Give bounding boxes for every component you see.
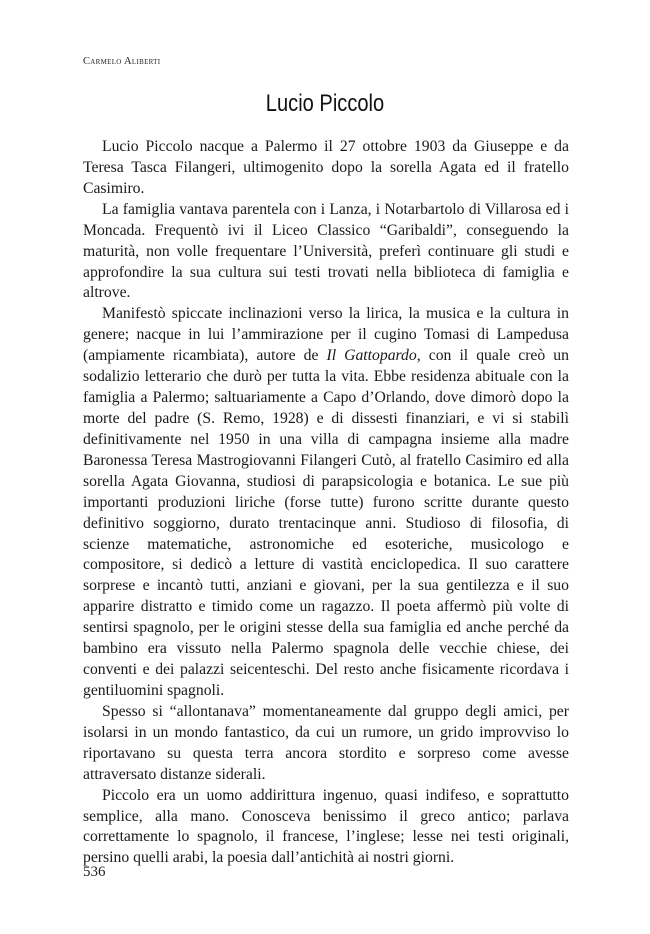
paragraph: La famiglia vantava parentela con i Lanza, i Notarbartolo di Villarosa ed i Moncada. Frequentò ivi il Liceo Classico “Garibaldi”, conseguendo la maturità, non volle frequentare l’Università, preferì continuare gli studi e approfondire la sua cultura sui testi trovati nella biblioteca di famiglia e altrove.	[83, 200, 569, 302]
paragraph-text: , con il quale creò un sodalizio letterario che durò per tutta la vita. Ebbe residenza abituale con la famiglia a Palermo; saltuariamente a Capo d’Orlando, dove dimorò dopo la morte del padre (S. Remo, 1928) e di dissesti finanziari, e vi si stabilì definitivamente nel 1950 in una villa di campagna insieme alla madre Baronessa Teresa Mastrogiovanni Filangeri Cutò, al fratello Casimiro ed alla sorella Agata Giovanna, studiosi di parapsicologia e botanica. Le sue più importanti produzioni liriche (forse tutte) furono scritte durante questo definitivo soggiorno, durato trentacinque anni. Studioso di filosofia, di scienze matematiche, astronomiche ed esoteriche, musicologo e compositore, si dedicò a letture di vastità enciclopedica. Il suo carattere sorprese e incantò tutti, anziani e giovani, per la sua gentilezza e il suo apparire distratto e timido come un ragazzo. Il poeta affermò più volte di sentirsi spagnolo, per le origini stesse della sua famiglia ed anche perché da bambino era vissuto nella Palermo spagnola delle vecchie chiese, dei conventi e dei palazzi seicenteschi. Del resto anche fisicamente ricordava i gentiluomini spagnoli.	[83, 347, 569, 699]
paragraph: Spesso si “allontanava” momentaneamente dal gruppo degli amici, per isolarsi in un mondo fantastico, da cui un rumore, un grido improvviso lo riportavano su questa terra ancora stordito e sorpreso come avesse attraversato distanze siderali.	[83, 702, 569, 783]
paragraph	[83, 304, 569, 702]
paragraph: Lucio Piccolo nacque a Palermo il 27 ottobre 1903 da Giuseppe e da Teresa Tasca Filangeri, ultimogenito dopo la sorella Agata ed il fratello Casimiro.	[83, 138, 569, 197]
body-text	[83, 137, 569, 869]
paragraph-text: Manifestò spiccate inclinazioni verso la lirica, la musica e la cultura in genere; nacque in lui l’ammirazione per il cugino Tomasi di Lampedusa (ampiamente ricambiata), autore de	[83, 305, 569, 365]
book-title-italic: Il Gattopardo	[326, 347, 417, 365]
running-head-author: Carmelo Aliberti	[83, 56, 161, 67]
page-number: 536	[83, 864, 106, 880]
paragraph: Piccolo era un uomo addirittura ingenuo, quasi indifeso, e soprattutto semplice, alla mano. Conosceva benissimo il greco antico; parlava correttamente lo spagnolo, il francese, l’inglese; lesse nei testi originali, persino quelli arabi, la poesia dall’antichità ai nostri giorni.	[83, 786, 569, 867]
chapter-title: Lucio Piccolo	[265, 90, 385, 117]
